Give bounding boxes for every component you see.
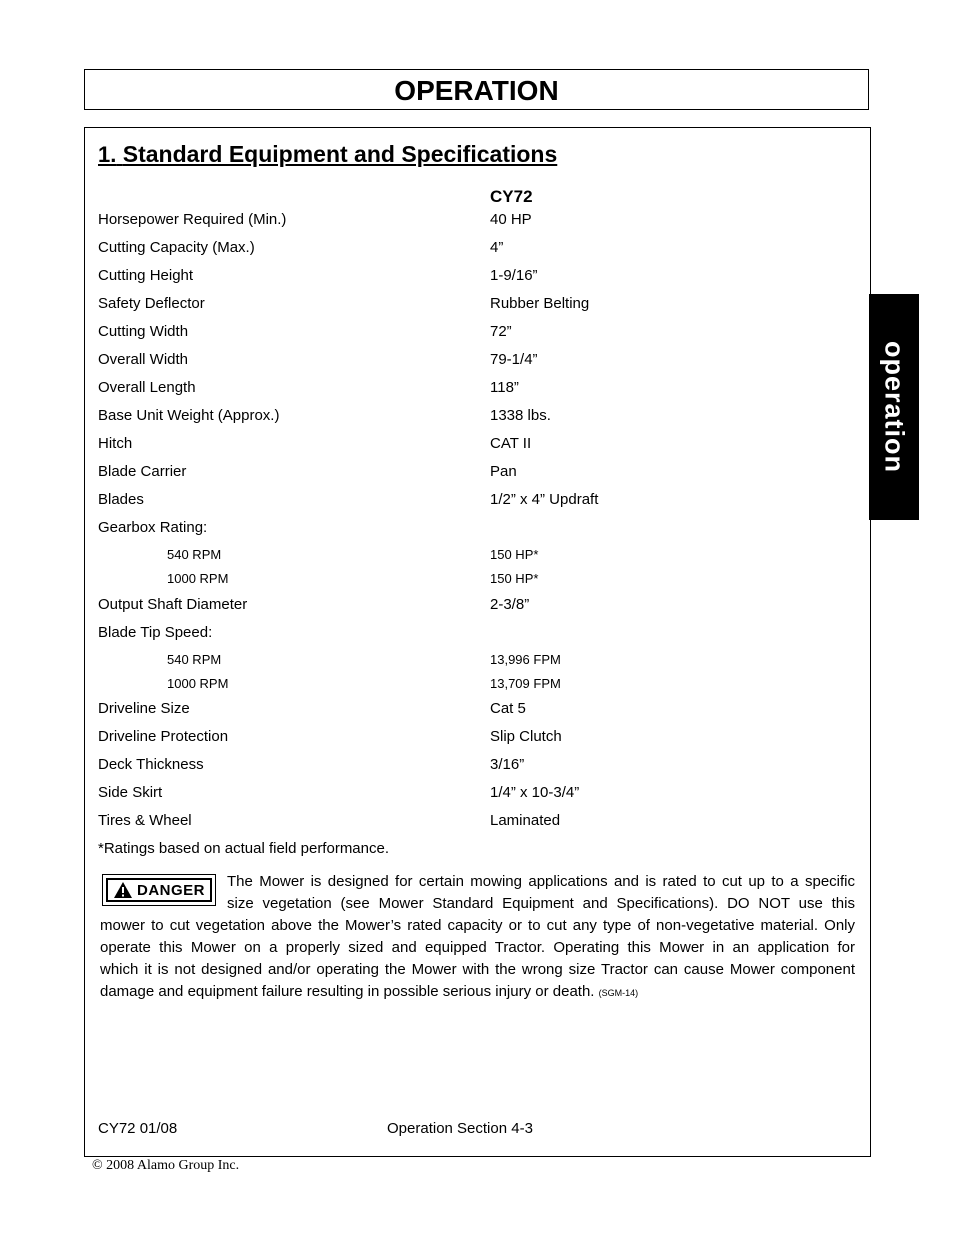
spec-value: Rubber Belting [490,295,590,312]
spec-value: 3/16” [490,756,525,773]
spec-label: Driveline Size [98,700,190,717]
section-title [98,141,557,168]
spec-value: 72” [490,323,512,340]
spec-label: Blades [98,491,144,508]
danger-text-line: mower to cut vegetation above the Mower’s rated capacity or to cut any type of non-vegetative material. Only [100,917,855,934]
spec-label: Cutting Width [98,323,189,340]
danger-text-line: which it is not designed and/or operating the Mower with the wrong size Tractor can cause Mower component [100,961,855,978]
danger-text-line: damage and equipment failure resulting in possible serious injury or death. [100,983,595,1000]
blade-tip-row-value: 13,709 FPM [490,676,561,691]
section-title-text: Standard Equipment and Specifications [122,141,558,167]
spec-label: Driveline Protection [98,728,229,745]
blade-tip-row-value: 13,996 FPM [490,652,561,667]
spec-value: 40 HP [490,211,532,228]
spec-label: Base Unit Weight (Approx.) [98,407,280,424]
gearbox-row-label: 540 RPM [167,547,222,562]
blade-tip-label: Blade Tip Speed: [98,624,213,641]
header-title: OPERATION [394,75,559,106]
spec-value: Laminated [490,812,561,829]
spec-value: 118” [490,379,519,396]
section-number: 1. [98,142,117,167]
danger-text-last-line [100,981,638,1004]
page-header [84,69,869,110]
spec-label: Side Skirt [98,784,163,801]
spec-label: Deck Thickness [98,756,204,773]
footer-page-label: Operation Section 4-3 [387,1120,533,1137]
danger-text-line: operate this Mower on a properly sized and equipped Tractor. Operating this Mower in an application for [100,939,855,956]
gearbox-row-label: 1000 RPM [167,571,229,586]
spec-value: 1/2” x 4” Updraft [490,491,599,508]
warning-triangle-icon [113,881,133,899]
spec-value: 4” [490,239,504,256]
spec-label: Cutting Height [98,267,194,284]
spec-label: Hitch [98,435,133,452]
model-heading: CY72 [490,187,533,206]
gearbox-row-value: 150 HP* [490,571,539,586]
section-side-tab [869,294,919,520]
ratings-footnote: *Ratings based on actual field performance. [98,840,390,857]
output-shaft-value: 2-3/8” [490,596,530,613]
spec-value: Cat 5 [490,700,526,717]
danger-text-line: size vegetation (see Mower Standard Equipment and Specifications). DO NOT use this [227,895,855,912]
spec-label: Overall Length [98,379,196,396]
spec-value: Slip Clutch [490,728,562,745]
blade-tip-row-label: 540 RPM [167,652,222,667]
footer-doc-code: CY72 01/08 [98,1120,178,1137]
spec-value: 1-9/16” [490,267,538,284]
copyright: © 2008 Alamo Group Inc. [92,1158,240,1173]
danger-ref-code: (SGM-14) [598,988,639,998]
spec-label: Safety Deflector [98,295,205,312]
spec-label: Overall Width [98,351,189,368]
danger-badge [102,874,216,906]
spec-value: 79-1/4” [490,351,538,368]
spec-value: CAT II [490,435,532,452]
spec-value: 1/4” x 10-3/4” [490,784,580,801]
danger-badge-inner [106,878,212,902]
gearbox-label: Gearbox Rating: [98,519,208,536]
danger-text-line: The Mower is designed for certain mowing applications and is rated to cut up to a specific [227,873,855,890]
spec-value: 1338 lbs. [490,407,551,424]
side-tab-label: operation [879,340,910,474]
spec-label: Horsepower Required (Min.) [98,211,287,228]
blade-tip-row-label: 1000 RPM [167,676,229,691]
spec-label: Tires & Wheel [98,812,192,829]
danger-badge-label: DANGER [136,881,205,899]
spec-label: Cutting Capacity (Max.) [98,239,255,256]
spec-value: Pan [490,463,517,480]
spec-label: Blade Carrier [98,463,187,480]
output-shaft-label: Output Shaft Diameter [98,596,248,613]
gearbox-row-value: 150 HP* [490,547,539,562]
